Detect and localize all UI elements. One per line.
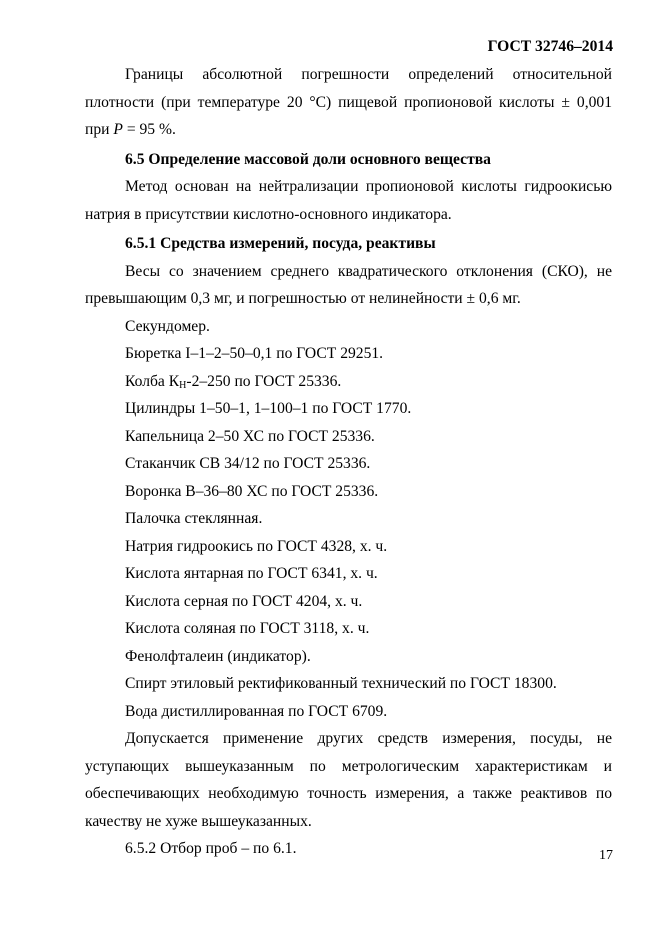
list-item: Капельница 2–50 ХС по ГОСТ 25336. — [125, 427, 375, 445]
para4-line4: качеству не хуже вышеуказанных. — [85, 812, 312, 830]
para2-line2: натрия в присутствии кислотно-основного индикатора. — [85, 205, 452, 223]
list-item: Кислота соляная по ГОСТ 3118, х. ч. — [125, 620, 370, 637]
para3-line2: превышающим 0,3 мг, и погрешностью от нелинейности ± 0,6 мг. — [85, 290, 521, 307]
para4-line1: Допускается применение других средств измерения, посуды, не — [125, 730, 612, 747]
list-item: Стаканчик СВ 34/12 по ГОСТ 25336. — [125, 455, 371, 472]
list-item: Бюретка I–1–2–50–0,1 по ГОСТ 29251. — [125, 345, 384, 362]
para1-line3 — [85, 116, 612, 144]
para4-line2: уступающих вышеуказанным по метрологическим характеристикам и — [85, 757, 612, 775]
para3-line1: Весы со значением среднего квадратического отклонения (СКО), не — [125, 262, 612, 280]
page-number: 17 — [599, 848, 613, 863]
flask-label: Колба К — [125, 372, 180, 390]
list-item: Фенолфталеин (индикатор). — [125, 647, 311, 665]
list-item: Кислота янтарная по ГОСТ 6341, х. ч. — [125, 565, 378, 582]
list-item: Натрия гидроокись по ГОСТ 4328, х. ч. — [125, 537, 388, 555]
document-body — [85, 61, 612, 863]
list-item: Секундомер. — [125, 317, 210, 335]
section-6-5-heading: 6.5 Определение массовой доли основного вещества — [125, 150, 491, 168]
list-item: Кислота серная по ГОСТ 4204, х. ч. — [125, 592, 363, 610]
list-item: Воронка В–36–80 ХС по ГОСТ 25336. — [125, 482, 379, 500]
list-item: Цилиндры 1–50–1, 1–100–1 по ГОСТ 1770. — [125, 400, 412, 417]
para2-line1: Метод основан на нейтрализации пропионовой кислоты гидроокисью — [125, 178, 612, 195]
list-item: Спирт этиловый ректификованный технический по ГОСТ 18300. — [125, 675, 557, 692]
para1-line3-end: = 95 %. — [122, 121, 176, 138]
para1-line3-start: при — [85, 121, 114, 138]
section-6-5-1-heading: 6.5.1 Средства измерений, посуда, реактивы — [125, 235, 436, 252]
list-item: Палочка стеклянная. — [125, 510, 263, 527]
para4-line3: обеспечивающих необходимую точность измерения, а также реактивов по — [85, 785, 612, 802]
para1-line2: плотности (при температуре 20 °С) пищевой пропионовой кислоты ± 0,001 — [85, 93, 612, 111]
flask-spec: -2–250 по ГОСТ 25336. — [186, 372, 342, 390]
list-item — [85, 368, 612, 396]
para1-line1: Границы абсолютной погрешности определений относительной — [125, 66, 612, 83]
list-item: Вода дистиллированная по ГОСТ 6709. — [125, 702, 388, 720]
probability-variable: Р — [113, 121, 123, 138]
document-header-code: ГОСТ 32746–2014 — [487, 38, 613, 55]
flask-subscript: Н — [179, 379, 187, 391]
section-6-5-2-text: 6.5.2 Отбор проб – по 6.1. — [125, 840, 297, 857]
